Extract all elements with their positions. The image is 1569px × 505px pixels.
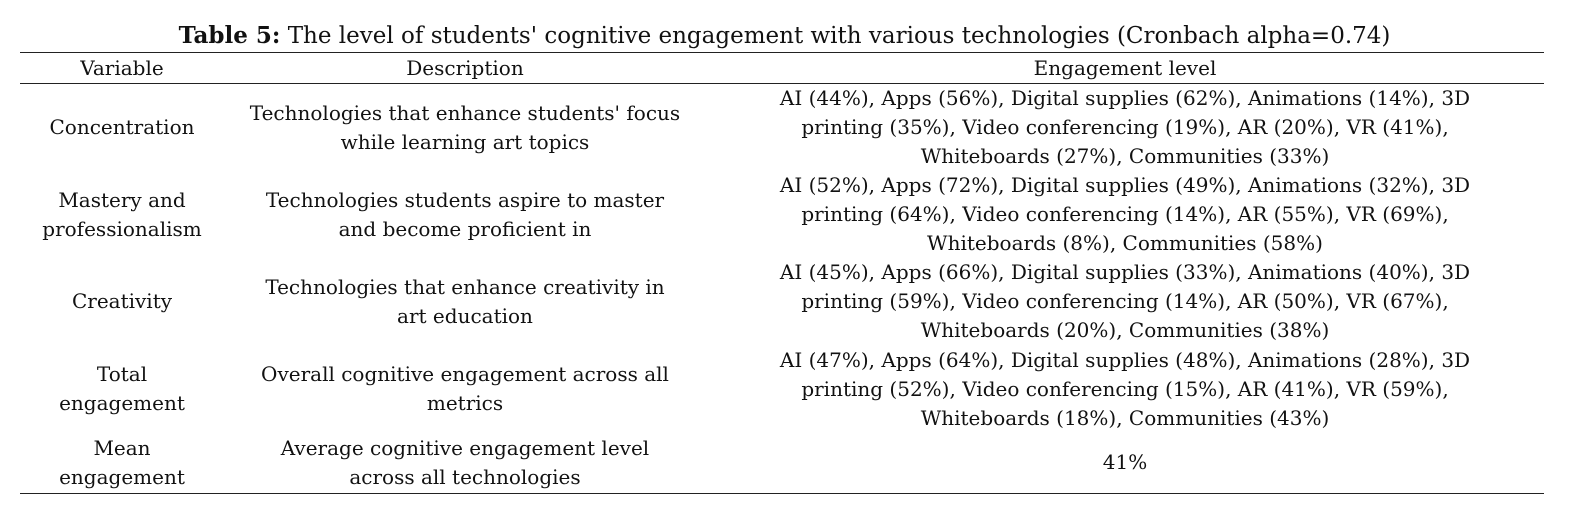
cell-description-text: Technologies that enhance creativity in art education <box>265 274 665 328</box>
cell-engagement <box>706 345 1544 433</box>
cell-description <box>224 171 706 258</box>
cell-variable-text: Mean engagement <box>59 435 185 489</box>
cell-variable: Concentration <box>49 115 195 139</box>
cell-description-text: Technologies students aspire to master and become proficient in <box>265 187 665 241</box>
cell-engagement: 41% <box>706 433 1544 493</box>
table-row <box>20 171 1544 258</box>
cell-engagement <box>706 171 1544 258</box>
cell-description-text: Average cognitive engagement level across all technologies <box>280 435 650 489</box>
table-row <box>20 258 1544 345</box>
cell-engagement-text: AI (52%), Apps (72%), Digital supplies (49%), Animations (32%), 3D printing (64%), Video conferencing (14%), AR (55%), VR (69%), Whiteboards (8%), Communities (58%) <box>779 173 1471 255</box>
cell-description-text: Technologies that enhance students' focus while learning art topics <box>249 100 681 154</box>
cell-engagement-text: AI (45%), Apps (66%), Digital supplies (33%), Animations (40%), 3D printing (59%), Video conferencing (14%), AR (50%), VR (67%), Whiteboards (20%), Communities (38%) <box>779 260 1471 342</box>
table-caption-text: The level of students' cognitive engagement with various technologies (Cronbach alpha=0.74) <box>280 23 1391 49</box>
cell-variable-text: Mastery and professionalism <box>42 187 202 241</box>
table-caption-label: Table 5: <box>178 22 281 49</box>
cell-engagement <box>706 258 1544 345</box>
cell-variable-text: Total engagement <box>59 362 185 415</box>
cell-engagement-text: AI (44%), Apps (56%), Digital supplies (62%), Animations (14%), 3D printing (35%), Video conferencing (19%), AR (20%), VR (41%), Whiteboards (27%), Communities (33%) <box>779 86 1471 168</box>
cell-engagement <box>706 84 1544 172</box>
table-row <box>20 345 1544 433</box>
cell-variable <box>20 345 224 433</box>
column-header-description: Description <box>224 53 706 84</box>
cell-engagement-text: AI (47%), Apps (64%), Digital supplies (48%), Animations (28%), 3D printing (52%), Video conferencing (15%), AR (41%), VR (59%), Whiteboards (18%), Communities (43%) <box>779 347 1471 430</box>
cell-variable <box>20 171 224 258</box>
cell-variable <box>20 433 224 493</box>
table-caption <box>0 20 1569 52</box>
table-row <box>20 84 1544 172</box>
cell-description-text: Overall cognitive engagement across all metrics <box>261 362 669 415</box>
table-row <box>20 433 1544 493</box>
table-header-row <box>20 53 1544 84</box>
column-header-engagement-level: Engagement level <box>706 53 1544 84</box>
engagement-table <box>20 52 1544 494</box>
cell-description <box>224 433 706 493</box>
cell-description <box>224 345 706 433</box>
cell-variable: Creativity <box>71 289 173 313</box>
cell-description <box>224 84 706 172</box>
column-header-variable: Variable <box>20 53 224 84</box>
cell-description <box>224 258 706 345</box>
